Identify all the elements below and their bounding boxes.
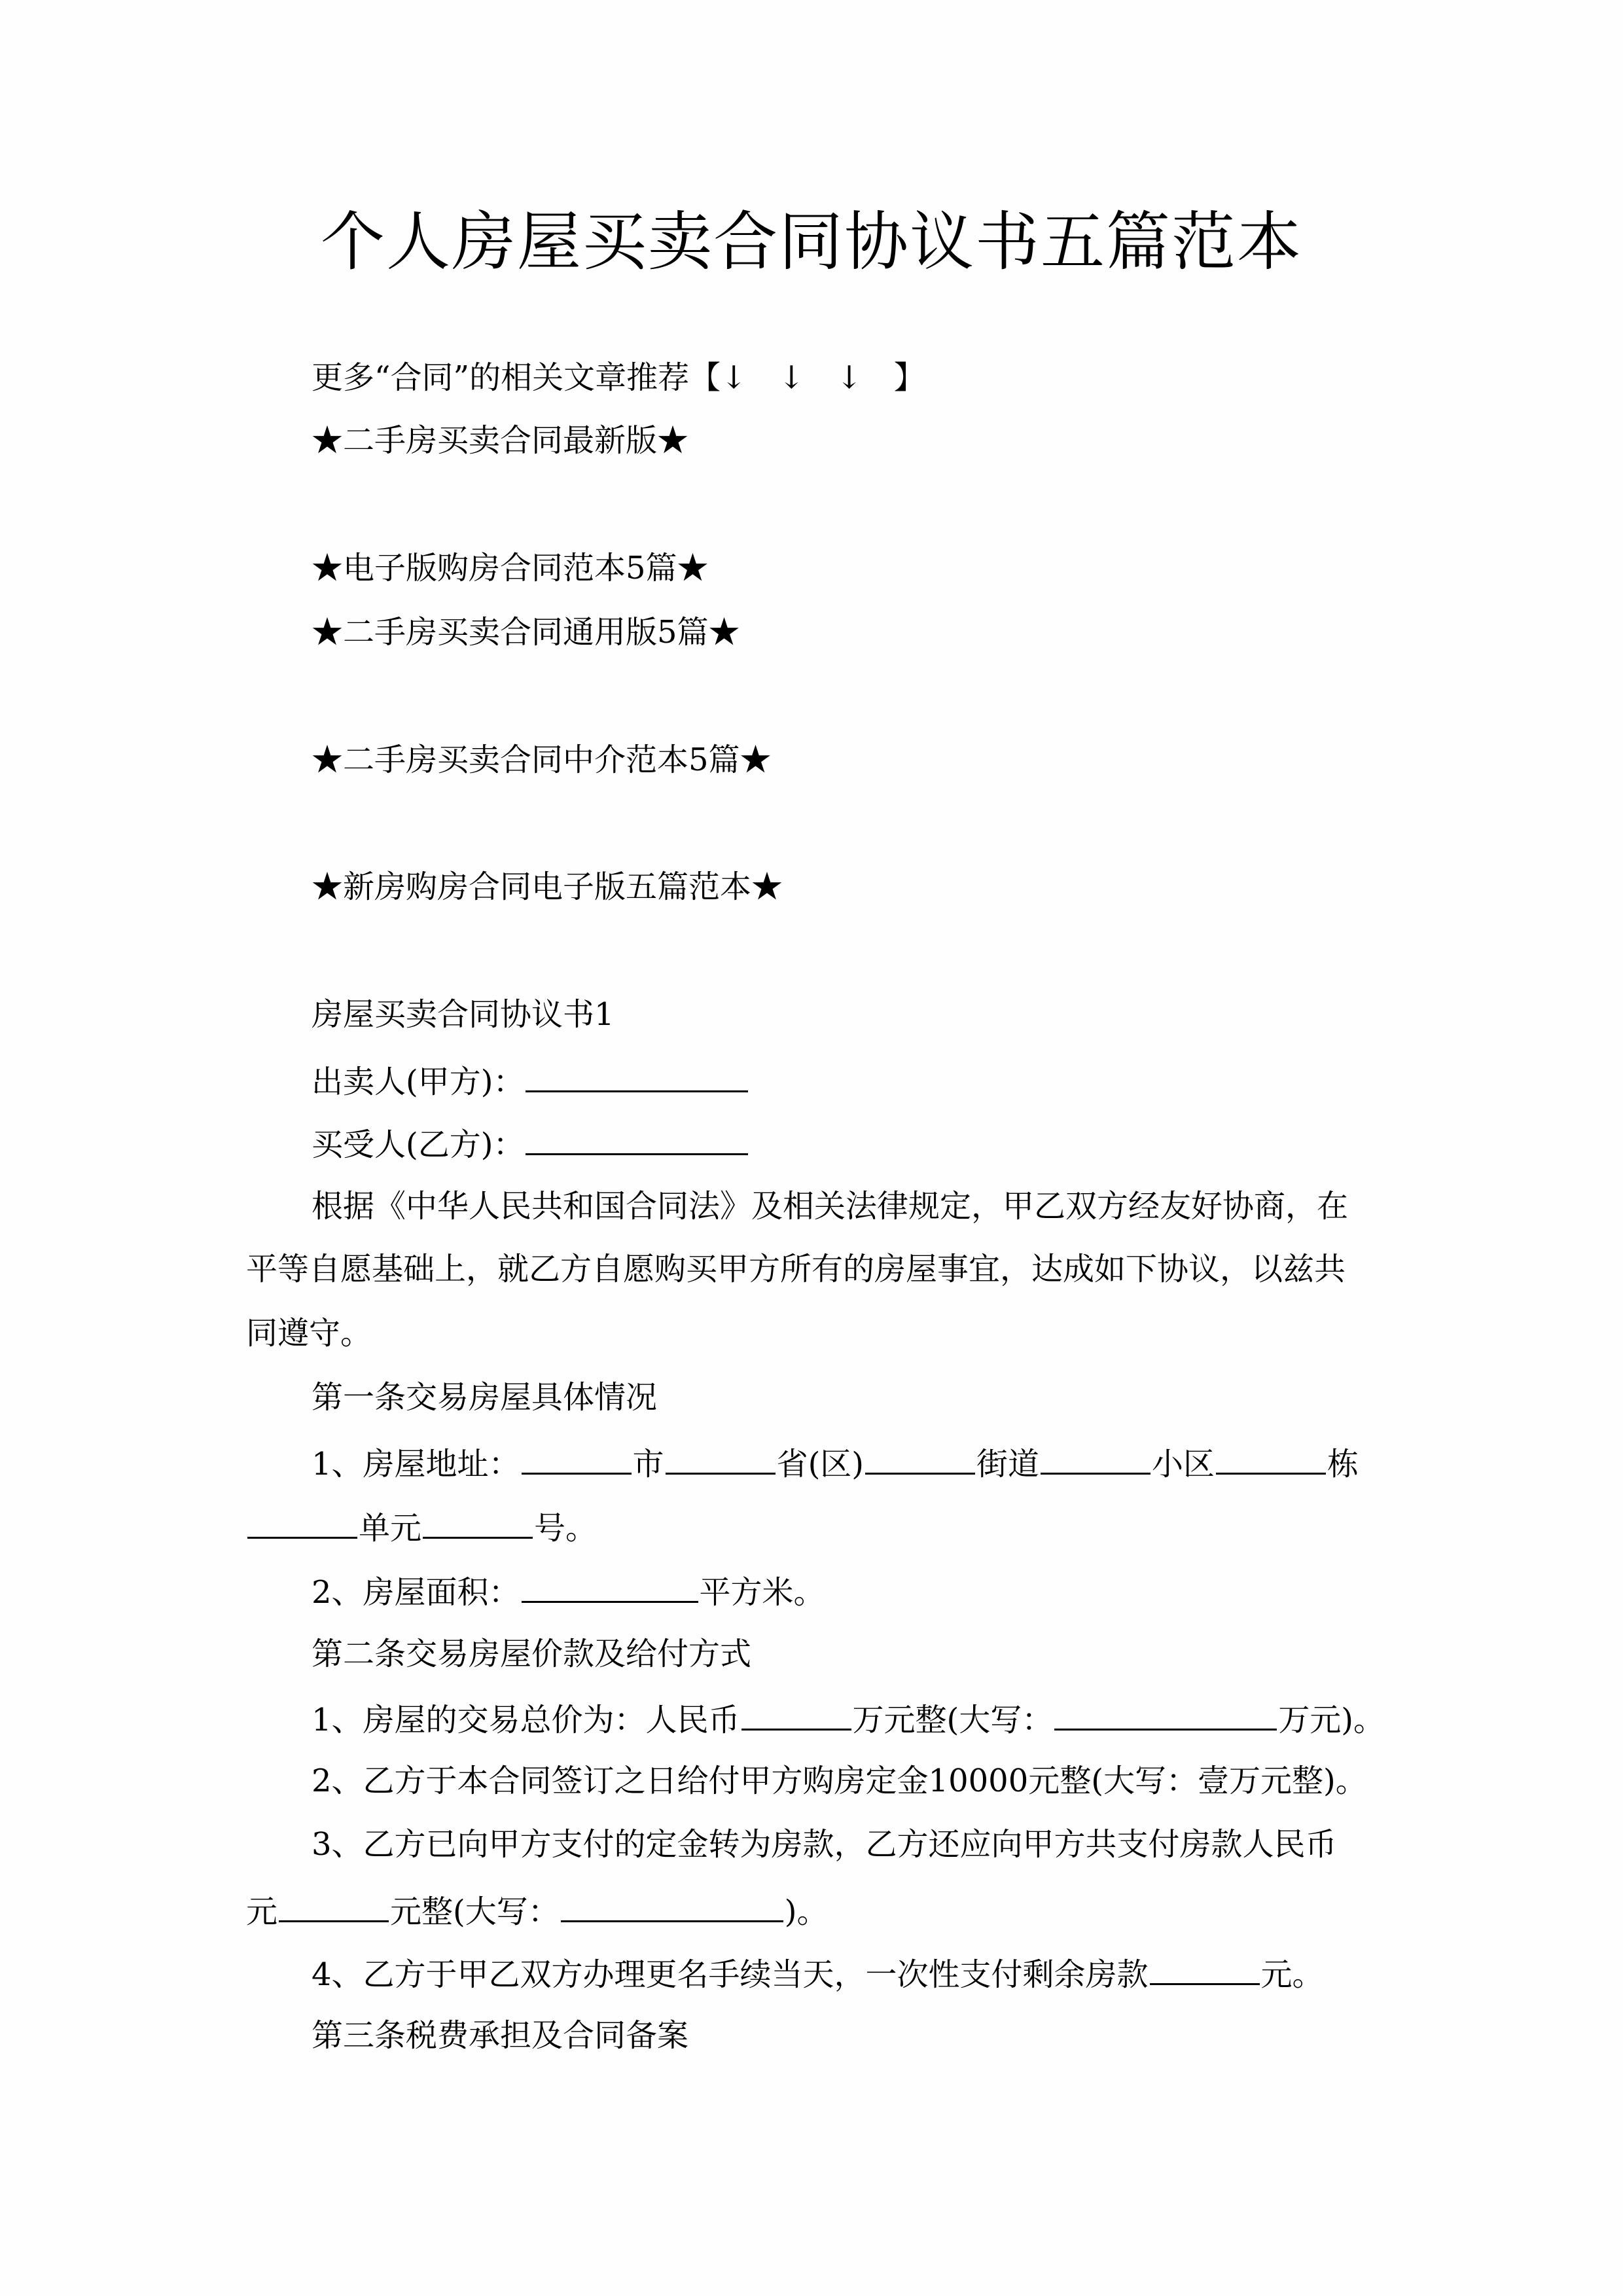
payment-line: 3、乙方已向甲方支付的定金转为房款，乙方还应向甲方共支付房款人民币 <box>312 1826 1337 1863</box>
street-label: 街道 <box>976 1446 1040 1482</box>
article1-title: 第一条交易房屋具体情况 <box>312 1379 658 1416</box>
area-blank[interactable] <box>522 1570 698 1603</box>
total-price-suffix: 万元)。 <box>1278 1702 1385 1738</box>
payment-suffix: )。 <box>784 1893 829 1930</box>
payment-mid: 元整(大写： <box>390 1893 560 1930</box>
recommend-link[interactable]: ★电子版购房合同范本5篇★ <box>312 550 709 586</box>
recommend-heading: 更多“合同”的相关文章推荐【↓ ↓ ↓ 】 <box>312 359 925 396</box>
seller-field <box>312 1059 1385 1102</box>
total-price-mid: 万元整(大写： <box>852 1702 1054 1738</box>
recommend-link[interactable]: ★二手房买卖合同中介范本5篇★ <box>312 742 772 778</box>
building-blank[interactable] <box>1216 1441 1326 1475</box>
payment-uppercase-blank[interactable] <box>561 1889 783 1922</box>
deposit-line: 2、乙方于本合同签订之日给付甲方购房定金10000元整(大写：壹万元整)。 <box>312 1763 1367 1799</box>
number-blank[interactable] <box>423 1505 533 1539</box>
remaining-label: 4、乙方于甲乙双方办理更名手续当天，一次性支付剩余房款 <box>312 1956 1149 1993</box>
total-price-label: 1、房屋的交易总价为：人民币 <box>312 1702 740 1738</box>
seller-label: 出卖人(甲方)： <box>312 1064 525 1100</box>
buyer-blank[interactable] <box>526 1122 748 1155</box>
recommend-link[interactable]: ★二手房买卖合同最新版★ <box>312 422 689 459</box>
article2-title: 第二条交易房屋价款及给付方式 <box>312 1636 752 1672</box>
unit-label: 单元 <box>359 1510 422 1547</box>
preamble-line: 根据《中华人民共和国合同法》及相关法律规定，甲乙双方经友好协商，在 <box>312 1188 1349 1225</box>
total-price-uppercase-blank[interactable] <box>1054 1697 1277 1731</box>
province-label: 省(区) <box>776 1446 865 1482</box>
recommend-link[interactable]: ★二手房买卖合同通用版5篇★ <box>312 614 740 651</box>
address-label: 1、房屋地址： <box>312 1446 520 1482</box>
address-field <box>312 1441 1385 1484</box>
recommend-link[interactable]: ★新房购房合同电子版五篇范本★ <box>312 869 783 905</box>
city-label: 市 <box>632 1446 664 1482</box>
unit-blank[interactable] <box>247 1505 357 1539</box>
area-label: 2、房屋面积： <box>312 1574 520 1611</box>
preamble-line: 同遵守。 <box>246 1315 372 1352</box>
number-label: 号。 <box>534 1510 597 1547</box>
total-price-blank[interactable] <box>741 1697 851 1731</box>
area-field <box>312 1570 1385 1612</box>
street-blank[interactable] <box>865 1441 975 1475</box>
community-label: 小区 <box>1152 1446 1215 1482</box>
city-blank[interactable] <box>522 1441 632 1475</box>
payment-field-cont <box>246 1889 1385 1931</box>
payment-prefix: 元 <box>246 1893 278 1930</box>
buyer-field <box>312 1122 1385 1164</box>
preamble-line: 平等自愿基础上，就乙方自愿购买甲方所有的房屋事宜，达成如下协议，以兹共 <box>246 1251 1346 1287</box>
province-blank[interactable] <box>666 1441 776 1475</box>
building-label: 栋 <box>1327 1446 1359 1482</box>
total-price-field <box>312 1697 1385 1740</box>
area-unit: 平方米。 <box>699 1574 825 1611</box>
contract-heading: 房屋买卖合同协议书1 <box>312 996 615 1033</box>
remaining-payment-field <box>312 1952 1385 1994</box>
address-field-cont <box>246 1505 1385 1548</box>
seller-blank[interactable] <box>526 1059 748 1092</box>
remaining-suffix: 元。 <box>1260 1956 1324 1993</box>
buyer-label: 买受人(乙方)： <box>312 1126 525 1163</box>
page-title: 个人房屋买卖合同协议书五篇范本 <box>320 205 1302 279</box>
remaining-blank[interactable] <box>1150 1952 1260 1985</box>
community-blank[interactable] <box>1041 1441 1150 1475</box>
payment-amount-blank[interactable] <box>279 1889 389 1922</box>
article3-title: 第三条税费承担及合同备案 <box>312 2017 689 2054</box>
